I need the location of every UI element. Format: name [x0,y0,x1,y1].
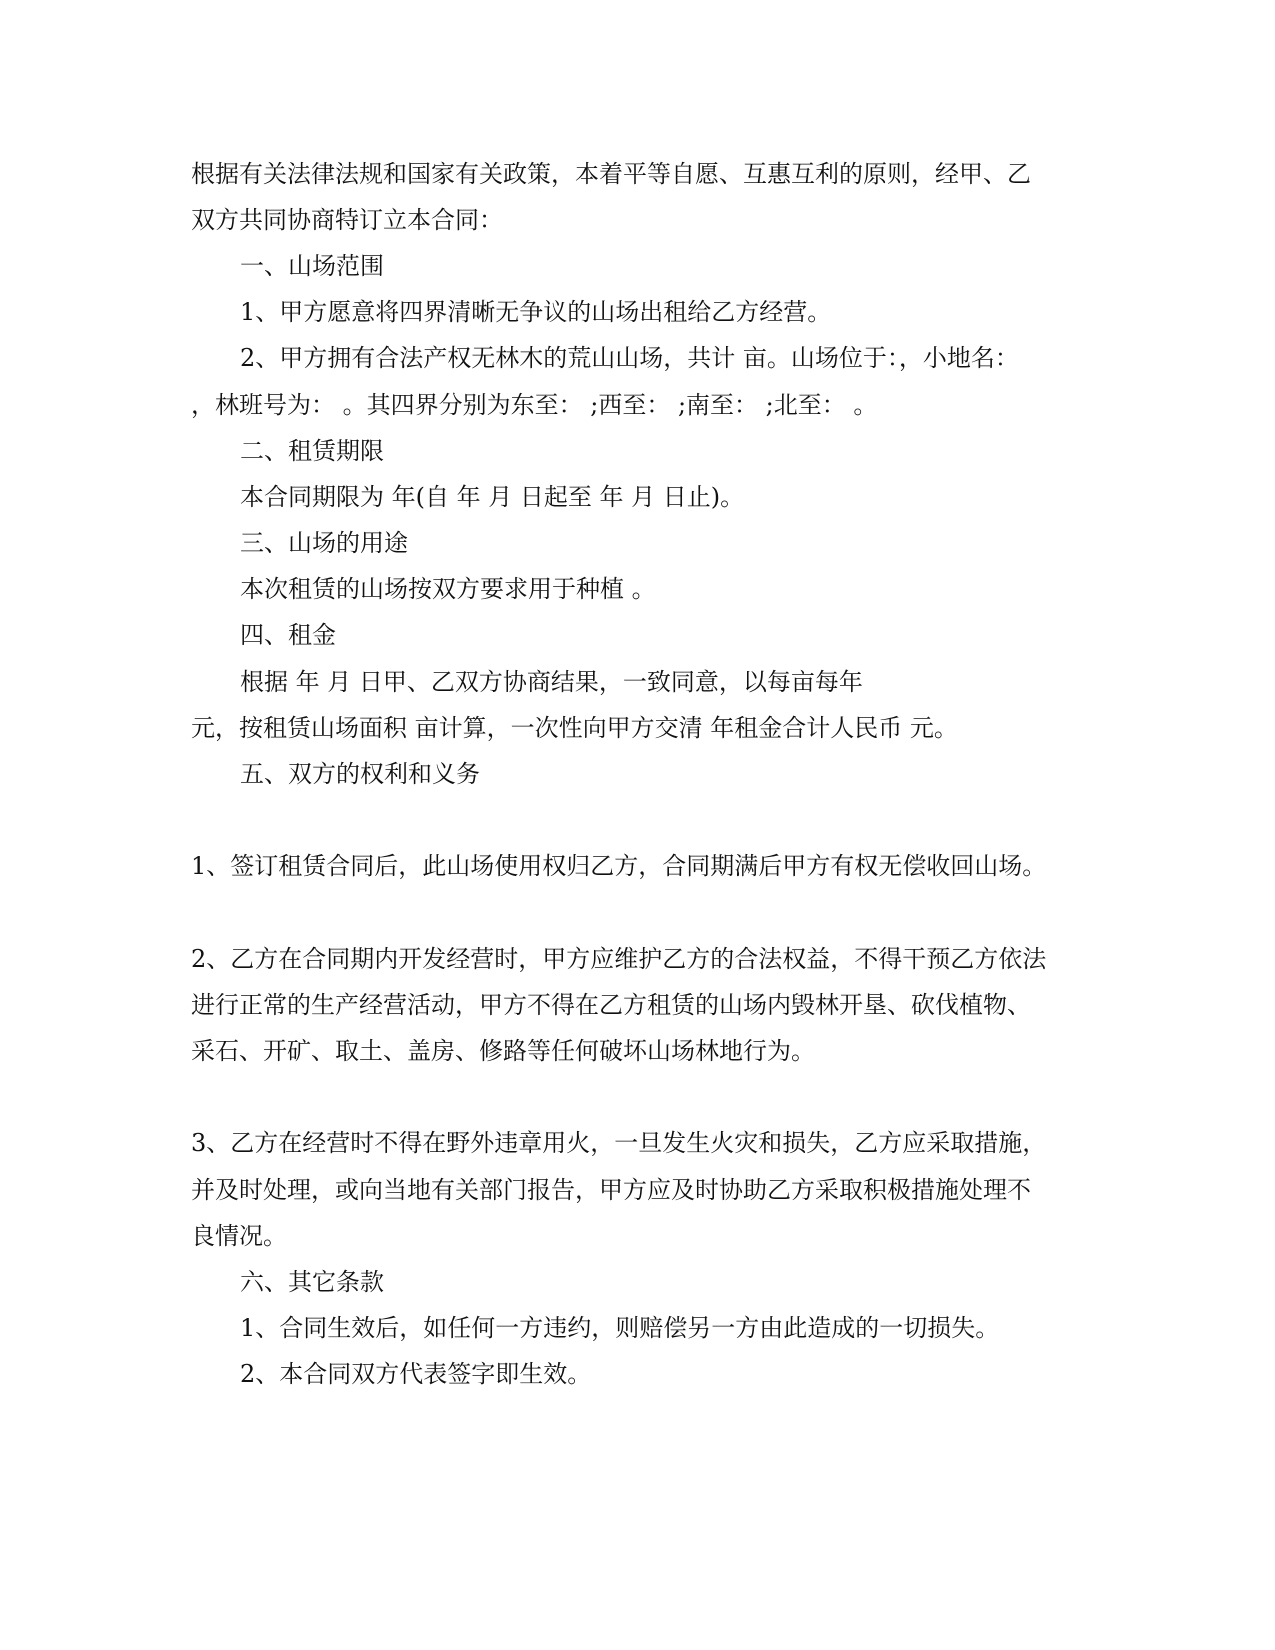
section-heading: 六、其它条款 [240,1268,384,1296]
text-line: ，林班号为： 。其四界分别为东至： ;西至： ;南至： ;北至： 。 [191,391,878,419]
text-line: 3、乙方在经营时不得在野外违章用火，一旦发生火灾和损失，乙方应采取措施， [191,1129,1047,1157]
section-heading: 五、双方的权利和义务 [240,760,480,788]
section-heading: 四、租金 [240,621,336,649]
text-line: 双方共同协商特订立本合同： [191,206,503,234]
text-line: 本次租赁的山场按双方要求用于种植 。 [240,575,656,603]
text-line: 根据 年 月 日甲、乙双方协商结果，一致同意，以每亩每年 [240,668,863,696]
text-line: 采石、开矿、取土、盖房、修路等任何破坏山场林地行为。 [191,1037,815,1065]
section-heading: 三、山场的用途 [240,529,408,557]
text-line: 并及时处理，或向当地有关部门报告，甲方应及时协助乙方采取积极措施处理不 [191,1176,1031,1204]
text-line: 1、合同生效后，如任何一方违约，则赔偿另一方由此造成的一切损失。 [240,1314,1000,1342]
text-line: 2、本合同双方代表签字即生效。 [240,1360,592,1388]
text-line: 进行正常的生产经营活动，甲方不得在乙方租赁的山场内毁林开垦、砍伐植物、 [191,991,1031,1019]
section-heading: 二、租赁期限 [240,437,384,465]
text-line: 1、签订租赁合同后，此山场使用权归乙方，合同期满后甲方有权无偿收回山场。 [191,852,1047,880]
text-line: 2、甲方拥有合法产权无林木的荒山山场，共计 亩。山场位于：，小地名： [240,344,1019,372]
text-line: 1、甲方愿意将四界清晰无争议的山场出租给乙方经营。 [240,298,832,326]
text-line: 根据有关法律法规和国家有关政策，本着平等自愿、互惠互利的原则，经甲、乙 [191,160,1031,188]
text-line: 良情况。 [191,1222,287,1250]
text-line: 2、乙方在合同期内开发经营时，甲方应维护乙方的合法权益，不得干预乙方依法 [191,945,1047,973]
text-line: 元，按租赁山场面积 亩计算，一次性向甲方交清 年租金合计人民币 元。 [191,714,958,742]
section-heading: 一、山场范围 [240,252,384,280]
text-line: 本合同期限为 年(自 年 月 日起至 年 月 日止)。 [240,483,745,511]
